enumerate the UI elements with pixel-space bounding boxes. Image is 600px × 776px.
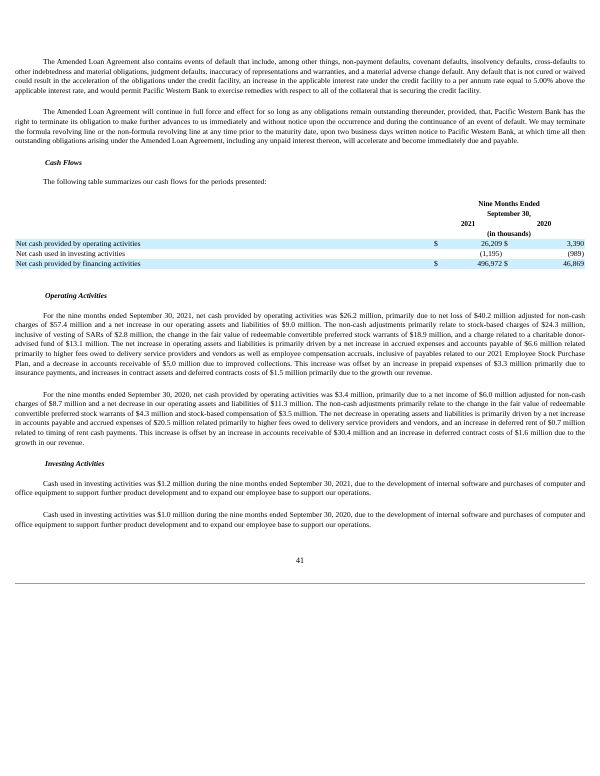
dollar-sign: $ [434,238,438,248]
table-header-units-row [15,229,585,239]
dollar-sign [433,249,447,259]
table-header-year-2021: 2021 [460,219,476,228]
table-header-spacer [15,229,433,239]
table-row-financing [15,259,585,269]
table-header-units: (in thousands) [487,229,531,238]
table-row-investing [15,249,585,259]
row-label: Net cash used in investing activities [16,248,126,258]
value-2020: (989) [567,248,585,258]
paragraph-operating-2020: For the nine months ended September 30, 2020, net cash provided by operating activities was $3.4 million, primarily due to a net income of $6.0 million adjusted for non-cash charges of $8.7 million and a net decrease in our operating assets and liabilities of $11.3 million. The non-cash adjustments primarily relate to the change in the fair value of redeemable convertible preferred stock warrants of $4.3 million and stock-based compensation of $3.5 million. The net decrease in operating assets and liabilities is primarily driven by a net increase in accounts payable and accrued expenses of $20.5 million related primarily to higher fees owed to delivery service providers and vendors, and an increase in deferred rent of $0.7 million related to timing of rent cash payments. This increase is offset by an increase in accounts receivable of $30.4 million and an increase in deferred contract costs of $1.6 million due to the growth in our revenue. [15,389,585,447]
page-number: 41 [296,556,304,565]
heading-operating-activities: Operating Activities [45,290,107,300]
value-2021: 26,209 [481,238,502,248]
dollar-sign [503,249,519,259]
dollar-sign: $ [504,258,508,268]
paragraph-investing-2021: Cash used in investing activities was $1.2 million during the nine months ended September 30, 2021, due to the development of internal software and purchases of computer and office equipment to support further product development and to expand our employee base to support our operations. [15,478,585,498]
paragraph-events-of-default: The Amended Loan Agreement also contains events of default that include, among other things, non-payment defaults, covenant defaults, insolvency defaults, cross-defaults to other indebtedness and material obligations, judgment defaults, inaccuracy of representations and warranties, and a material adverse change default. Any default that is not cured or waived could result in the acceleration of the obligations under the credit facility, an increase in the applicable interest rate under the credit facility to a per annum rate equal to 5.00% above the applicable interest rate, and would permit Pacific Western Bank to exercise remedies with respect to all of the collateral that is securing the credit facility. [15,57,585,95]
dollar-sign: $ [504,238,508,248]
table-header-years-row [15,219,585,229]
heading-investing-activities: Investing Activities [45,459,105,469]
value-2021: (1,195) [479,248,502,258]
table-header-spacer [15,199,433,219]
value-2021: 496,972 [477,258,502,268]
paragraph-investing-2020: Cash used in investing activities was $1.0 million during the nine months ended September 30, 2020, due to the development of internal software and purchases of computer and office equipment to support further product development and to expand our employee base to support our operations. [15,510,585,529]
value-2020: 3,390 [566,238,585,248]
table-header-period-line2: September 30, [487,209,531,218]
heading-cash-flows: Cash Flows [45,157,82,167]
row-label: Net cash provided by operating activities [16,238,141,248]
footer-divider [15,583,585,584]
paragraph-operating-2021: For the nine months ended September 30, 2021, net cash provided by operating activities was $26.2 million, primarily due to net loss of $40.2 million adjusted for non-cash charges of $57.4 million and a net increase in our operating assets and liabilities of $9.0 million. The non-cash adjustments primarily relate to stock-based charges of $24.3 million, inclusive of vesting of SARs of $2.8 million, the change in the fair value of redeemable convertible preferred stock warrants of $18.9 million, and a charge related to a charitable donor-advised fund of $13.1 million. The net increase in operating assets and liabilities is primarily driven by a net increase in accrued expenses and accounts payable of $6.6 million related primarily to higher fees owed to delivery service providers and vendors as well as employee compensation accruals, inclusive of payables related to our 2021 Employee Stock Purchase Plan, and a decrease in accounts receivable of $5.0 million due to improved collections. This increase was offset by an increase in prepaid expenses of $3.3 million primarily due to insurance payments, and increases in contract assets and deferred contracts costs of $1.5 million primarily due to the growth our revenue. [15,310,585,378]
value-2020: 46,869 [563,258,585,268]
dollar-sign: $ [434,258,438,268]
table-row-operating [15,239,585,249]
paragraph-loan-continuation: The Amended Loan Agreement will continue in full force and effect for so long as any obligations remain outstanding thereunder, provided, that, Pacific Western Bank has the right to terminate its obligation to make further advances to us immediately and without notice upon the occurrence and during the continuance of an event of default. We may terminate the formula revolving line or the non-formula revolving line at any time prior to the maturity date, upon two business days written notice to Pacific Western Bank, at which time all then outstanding obligations arising under the Amended Loan Agreement, including any unpaid interest thereon, will accelerate and become immediately due and payable. [15,107,585,146]
row-label: Net cash provided by financing activities [16,258,141,268]
table-header-period-line1: Nine Months Ended [478,199,540,208]
table-header-period-row [15,199,585,219]
table-header-period [433,199,585,219]
table-header-spacer [15,219,433,229]
table-header-year-2020: 2020 [536,219,552,228]
cash-flows-table [15,199,585,269]
paragraph-table-intro: The following table summarizes our cash flows for the periods presented: [43,177,267,187]
